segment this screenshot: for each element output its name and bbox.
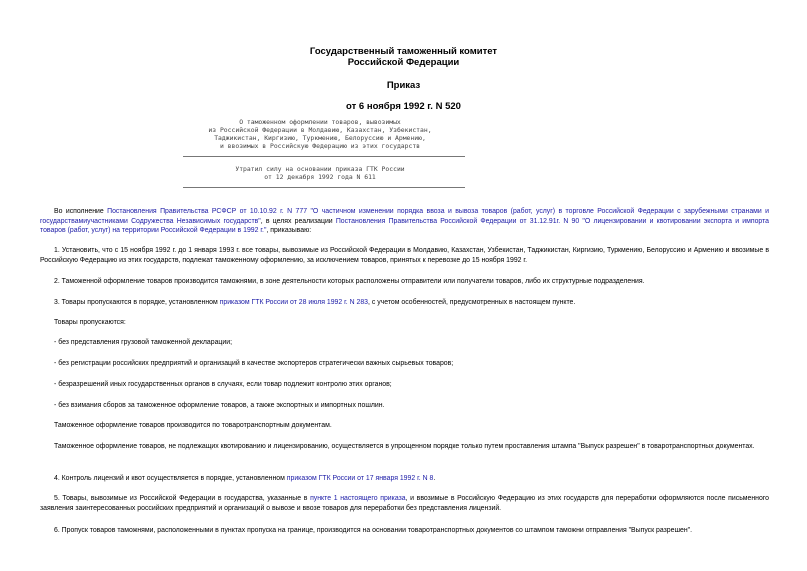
item-1-paragraph: 1. Установить, что с 15 ноября 1992 г. до 1 января 1993 г. все товары, вывозимые из Российской Федерации в Молдавию, Казахстан, Узбекистан, Таджикистан, Киргизию, Туркмению, Белоруссию и Армению и ввозимые в Российскую Федерацию из этих государств, подлежат таможенному оформлению, за исключением товаров, принятых к перевозке до 15 ноября 1992 г. <box>40 247 769 264</box>
link-prikaz-8[interactable]: приказом ГТК России от 17 января 1992 г. N 8 <box>286 475 434 482</box>
divider-bottom <box>183 187 465 188</box>
item-2-paragraph: 2. Таможенной оформление товаров производится таможнями, в зоне деятельности которых расположены отправители или получатели товаров, либо их структурные подразделения. <box>54 278 645 285</box>
status-line: от 12 декабря 1992 года N 611 <box>264 173 376 181</box>
bullet-item: - без представления грузовой таможенной декларации; <box>54 339 232 346</box>
docs-paragraph: Таможенное оформление товаров производится по товаротранспортным документам. <box>54 422 332 429</box>
item-5-paragraph <box>40 494 769 513</box>
item-5-text: , и ввозимые в Российскую Федерацию из этих государств для переработки оформляются после письменного заявления заинтересованных российских предприятий и организаций о вывозе и ввозе товаров для переработки без представления лицензий. <box>40 495 769 512</box>
preamble-text: Во исполнение <box>54 208 108 215</box>
status-line: Утратил силу на основании приказа ГТК России <box>235 165 405 173</box>
item-3-text: , с учетом особенностей, предусмотренных в настоящем пункте. <box>368 299 576 306</box>
bullet-item: - без взимания сборов за таможенное оформление товаров, а также экспортных и импортных пошлин. <box>54 402 385 409</box>
doc-date: от 6 ноября 1992 г. N 520 <box>346 101 461 112</box>
org-name-line1: Государственный таможенный комитет <box>309 46 498 57</box>
link-prikaz-283[interactable]: приказом ГТК России от 28 июля 1992 г. N 283 <box>219 299 369 306</box>
org-name-line2: Российской Федерации <box>347 57 460 68</box>
divider-top <box>183 156 465 157</box>
bullet-item: - без регистрации российских предприятий и организаций в качестве экспортеров стратегически важных сырьевых товаров; <box>54 360 454 367</box>
simplified-paragraph: Таможенное оформление товаров, не подлежащих квотированию и лицензированию, осуществляется в упрощенном порядке только путем проставления штампа "Выпуск разрешен" в товаротранспортных документах. <box>54 443 755 450</box>
subject-line: Таджикистан, Киргизию, Туркмению, Белоруссию и Армению, <box>214 134 426 142</box>
item-3-paragraph <box>40 298 769 308</box>
link-punkt-1[interactable]: пункте 1 настоящего приказа <box>310 495 406 502</box>
link-postanovlenie-777[interactable]: Постановления Правительства РСФСР от 10.10.92 г. N 777 "О частичном изменении порядка ввоза и вывоза товаров (работ, услуг) в торговле Российской Федерации с зарубежными странами и государствамиучастниками Содружества Независимых государств" <box>40 208 770 225</box>
subject-line: из Российской Федерации в Молдавию, Казахстан, Узбекистан, <box>208 126 432 134</box>
subject-line: и ввозимых в Российскую Федерацию из этих государств <box>219 142 421 150</box>
item-4-paragraph <box>40 474 769 484</box>
doc-type: Приказ <box>386 80 421 91</box>
item-5-text: 5. Товары, вывозимые из Российской Федерации в государства, указанные в <box>54 495 311 502</box>
preamble-text: , приказываю: <box>266 227 312 235</box>
item-6-paragraph: 6. Пропуск товаров таможнями, расположенными в пунктах пропуска на границе, производится на основании товаротранспортных документов со штампом таможни отправления "Выпуск разрешен". <box>54 527 692 534</box>
item-3-text: 3. Товары пропускаются в порядке, установленном <box>54 299 220 306</box>
item-4-text: 4. Контроль лицензий и квот осуществляется в порядке, установленном <box>54 475 287 482</box>
preamble-text: , в целях реализации <box>260 217 336 225</box>
pass-heading: Товары пропускаются: <box>54 319 126 326</box>
preamble-paragraph <box>40 207 769 236</box>
item-4-text: . <box>433 475 436 482</box>
subject-line: О таможенном оформлении товаров, вывозимых <box>239 118 401 126</box>
link-postanovlenie-90[interactable]: Постановления Правительства Российской Федерации от 31.12.91г. N 90 "О лицензировании и квотировании экспорта и импорта товаров (работ, услуг) на территории Российской Федерации в 1992 г." <box>40 217 769 235</box>
bullet-item: - безразрешений иных государственных органов в случаях, если товар подлежит контролю этих органов; <box>54 381 392 388</box>
